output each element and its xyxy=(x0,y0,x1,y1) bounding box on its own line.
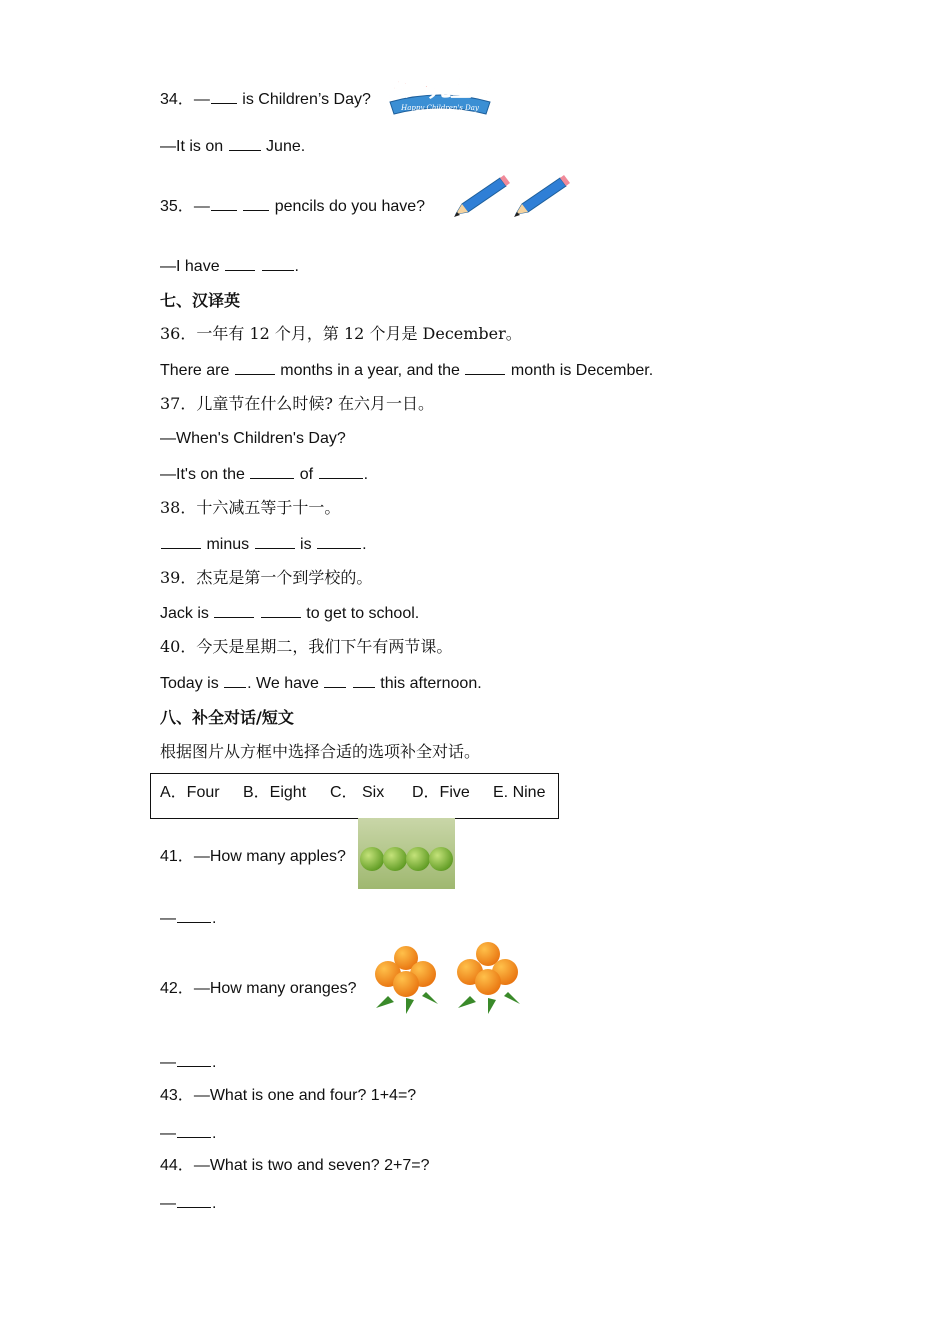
q38-text-3: . xyxy=(362,536,367,553)
q42-text: How many oranges? xyxy=(209,980,357,997)
q44-answer-dash: — xyxy=(160,1195,176,1212)
q42-number: 42． xyxy=(160,980,194,997)
q36-text-3: month is December. xyxy=(510,362,654,379)
q34-question xyxy=(160,88,371,110)
apple-icon xyxy=(383,847,407,871)
q38-chinese: 十六减五等于十一。 xyxy=(196,498,341,517)
apple-icon xyxy=(360,847,384,871)
q40-blank-1[interactable] xyxy=(224,672,246,688)
apple-icon xyxy=(406,847,430,871)
q40-number: 40． xyxy=(160,637,197,656)
q36-blank-1[interactable] xyxy=(235,359,275,375)
q38-number: 38． xyxy=(160,498,197,517)
option-b: B．Eight xyxy=(243,784,307,801)
q35-question xyxy=(160,195,425,217)
q43-dash: — xyxy=(193,1087,210,1104)
childrens-day-badge-image xyxy=(386,70,494,120)
q37-chinese: 儿童节在什么时候? 在六月一日。 xyxy=(196,394,435,413)
q37-text-3: . xyxy=(363,466,369,483)
options-box xyxy=(150,773,559,819)
q39-text-1: Jack is xyxy=(160,605,209,622)
q40-blank-3[interactable] xyxy=(353,672,375,688)
q43-question xyxy=(160,1086,416,1106)
badge-english-text: Happy Children's Day xyxy=(401,104,479,112)
q44-dash: — xyxy=(193,1157,210,1174)
section-8-title: 八、补全对话/短文 xyxy=(160,708,294,727)
apple-icon xyxy=(429,847,453,871)
q38-blank-3[interactable] xyxy=(317,533,361,549)
q36-chinese: 一年有 12 个月，第 12 个月是 December。 xyxy=(196,324,522,343)
q34-answer-pre: —It is on xyxy=(160,138,224,155)
q40-text-2: . We have xyxy=(247,675,319,692)
q34-number: 34． xyxy=(160,91,194,108)
q37-text-2: of xyxy=(299,466,314,483)
q39-text-2: to get to school. xyxy=(306,605,420,622)
oranges-image xyxy=(366,938,530,1014)
q41-answer: — . xyxy=(160,907,216,929)
q38-prompt xyxy=(160,498,340,518)
q39-number: 39． xyxy=(160,568,197,587)
option-c: C． Six xyxy=(330,784,385,801)
q44-text: What is two and seven? 2+7=? xyxy=(209,1157,430,1174)
q36-text-1: There are xyxy=(160,362,230,379)
section-7-title: 七、汉译英 xyxy=(160,291,241,310)
q39-blank-1[interactable] xyxy=(214,602,254,618)
q37-text-1: —It's on the xyxy=(160,466,245,483)
q40-text-1: Today is xyxy=(160,675,219,692)
q42-dash: — xyxy=(193,980,210,997)
q35-blank-1[interactable] xyxy=(211,195,237,211)
q42-question xyxy=(160,979,357,999)
q35-answer-blank-1[interactable] xyxy=(225,255,255,271)
two-pencils-image xyxy=(448,170,574,220)
q39-answer xyxy=(160,602,419,624)
badge-chinese-text: 六一儿童节 xyxy=(387,77,493,101)
q43-text: What is one and four? 1+4=? xyxy=(209,1087,417,1104)
q41-question xyxy=(160,847,346,867)
q41-number: 41． xyxy=(160,848,194,865)
q41-answer-blank[interactable] xyxy=(177,907,211,923)
q34-answer xyxy=(160,135,305,157)
q36-answer xyxy=(160,359,653,381)
q35-text: pencils do you have? xyxy=(270,198,426,215)
q35-answer-pre: —I have xyxy=(160,258,220,275)
q36-number: 36． xyxy=(160,324,197,343)
q42-answer: — . xyxy=(160,1051,216,1073)
q38-blank-1[interactable] xyxy=(161,533,201,549)
q40-chinese: 今天是星期二，我们下午有两节课。 xyxy=(196,637,453,656)
section-8-instruction: 根据图片从方框中选择合适的选项补全对话。 xyxy=(160,742,481,761)
option-a: A．Four xyxy=(160,784,220,801)
orange-bunch-icon xyxy=(457,942,520,1014)
q42-answer-dash: — xyxy=(160,1054,176,1071)
q37-number: 37． xyxy=(160,394,197,413)
q35-answer xyxy=(160,255,299,277)
q38-answer xyxy=(160,533,367,555)
q40-answer xyxy=(160,672,482,694)
q43-answer-dash: — xyxy=(160,1125,176,1142)
q37-answer xyxy=(160,463,368,485)
orange-bunch-icon xyxy=(375,946,438,1014)
q38-text-2: is xyxy=(300,536,312,553)
q41-dash: — xyxy=(193,848,210,865)
q38-blank-2[interactable] xyxy=(255,533,295,549)
q35-blank-2[interactable] xyxy=(243,195,269,211)
q44-answer-blank[interactable] xyxy=(177,1192,211,1208)
q34-blank[interactable] xyxy=(211,88,237,104)
q37-prompt xyxy=(160,394,434,414)
pencil-icon xyxy=(454,175,510,217)
q37-line-1: —When's Children's Day? xyxy=(160,430,346,447)
q44-number: 44． xyxy=(160,1157,194,1174)
q41-answer-dash: — xyxy=(160,910,176,927)
apples-image xyxy=(358,818,455,889)
q43-answer-blank[interactable] xyxy=(177,1122,211,1138)
q34-dash: — xyxy=(193,91,210,108)
q36-blank-2[interactable] xyxy=(465,359,505,375)
q38-text-1: minus xyxy=(206,536,250,553)
option-d: D．Five xyxy=(412,784,470,801)
pencil-icon xyxy=(514,175,570,217)
q35-answer-blank-2[interactable] xyxy=(262,255,294,271)
q44-answer: — . xyxy=(160,1192,216,1214)
q39-blank-2[interactable] xyxy=(261,602,301,618)
q43-number: 43． xyxy=(160,1087,194,1104)
q35-dash: — xyxy=(193,198,210,215)
q40-text-3: this afternoon. xyxy=(380,675,482,692)
q34-text: is Children’s Day? xyxy=(237,91,371,108)
q41-text: How many apples? xyxy=(209,848,346,865)
q37-blank-2[interactable] xyxy=(319,463,363,479)
q37-blank-1[interactable] xyxy=(250,463,294,479)
q34-answer-blank[interactable] xyxy=(229,135,261,151)
q34-answer-post: June. xyxy=(261,138,306,155)
q35-number: 35． xyxy=(160,198,194,215)
q44-question xyxy=(160,1156,430,1176)
q36-text-2: months in a year, and the xyxy=(280,362,460,379)
q36-prompt xyxy=(160,324,522,344)
q39-prompt xyxy=(160,568,372,588)
q39-chinese: 杰克是第一个到学校的。 xyxy=(196,568,373,587)
q35-answer-post: . xyxy=(294,258,299,275)
q40-prompt xyxy=(160,637,452,657)
q43-answer: — . xyxy=(160,1122,216,1144)
option-e: E. Nine xyxy=(493,784,546,801)
q42-answer-blank[interactable] xyxy=(177,1051,211,1067)
q40-blank-2[interactable] xyxy=(324,672,346,688)
